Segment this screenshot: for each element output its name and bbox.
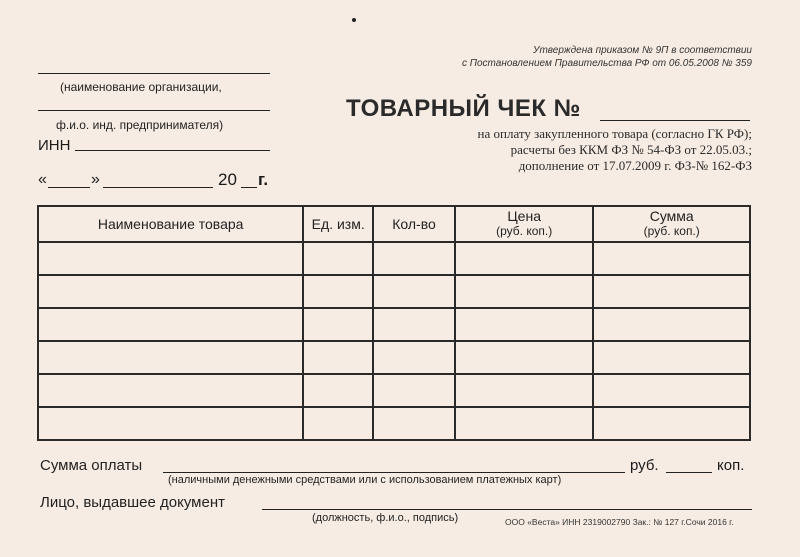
kopeck-field[interactable] (666, 472, 712, 473)
col-header-sum-label: Сумма (649, 208, 694, 224)
date-row (38, 171, 47, 189)
cell-price[interactable] (455, 275, 594, 308)
approval-line-1: Утверждена приказом № 9П в соответствии (533, 45, 752, 56)
col-header-price-label: Цена (507, 208, 541, 224)
rub-label: руб. (630, 457, 659, 474)
receipt-title: ТОВАРНЫЙ ЧЕК № (346, 95, 581, 122)
table-body (38, 242, 750, 440)
payment-amount-field[interactable] (163, 472, 625, 473)
table-row (38, 242, 750, 275)
table-row (38, 407, 750, 440)
cell-name[interactable] (38, 407, 303, 440)
cell-unit[interactable] (303, 374, 373, 407)
organization-caption: (наименование организации, (60, 80, 222, 94)
organization-field[interactable] (38, 73, 270, 74)
table-row (38, 308, 750, 341)
col-header-quantity (373, 206, 455, 242)
table-row (38, 341, 750, 374)
cell-price[interactable] (455, 242, 594, 275)
printed-dot (352, 18, 356, 22)
col-header-quantity-label: Кол-во (392, 215, 436, 232)
issuer-caption: (должность, ф.и.о., подпись) (312, 512, 459, 524)
date-month-field[interactable] (103, 187, 213, 188)
goods-table (37, 205, 751, 441)
cell-sum[interactable] (593, 275, 750, 308)
date-year-prefix: 20 (218, 170, 237, 189)
cell-name[interactable] (38, 374, 303, 407)
col-header-name-label: Наименование товара (97, 215, 244, 232)
cell-sum[interactable] (593, 374, 750, 407)
entrepreneur-caption: ф.и.о. инд. предпринимателя) (56, 118, 224, 132)
col-header-unit-label: Ед. изм. (311, 215, 365, 232)
col-header-unit (303, 206, 373, 242)
col-header-price-unit: (руб. коп.) (496, 224, 553, 238)
cell-unit[interactable] (303, 308, 373, 341)
col-header-sum-unit: (руб. коп.) (643, 224, 700, 238)
cell-name[interactable] (38, 242, 303, 275)
table-row (38, 374, 750, 407)
cell-quantity[interactable] (373, 341, 455, 374)
cell-sum[interactable] (593, 407, 750, 440)
legal-line-1: на оплату закупленного товара (согласно ГК РФ); (477, 126, 752, 141)
cell-price[interactable] (455, 341, 594, 374)
inn-label: ИНН (38, 137, 71, 154)
date-close-quote: » (91, 171, 100, 188)
payment-caption: (наличными денежными средствами или с использованием платежных карт) (168, 474, 562, 486)
inn-field[interactable] (75, 150, 270, 151)
date-year-field[interactable] (241, 187, 257, 188)
cell-sum[interactable] (593, 341, 750, 374)
payment-label: Сумма оплаты (40, 457, 143, 474)
receipt-number-field[interactable] (600, 120, 750, 121)
printer-note: ООО «Веста» ИНН 2319002790 Зак.: № 127 г.Сочи 2016 г. (505, 517, 734, 527)
cell-unit[interactable] (303, 407, 373, 440)
receipt-legal-note (478, 126, 752, 174)
cell-sum[interactable] (593, 242, 750, 275)
entrepreneur-field[interactable] (38, 110, 270, 111)
issuer-label: Лицо, выдавшее документ (40, 494, 225, 511)
cell-price[interactable] (455, 374, 594, 407)
cell-name[interactable] (38, 275, 303, 308)
legal-line-2: расчеты без ККМ ФЗ № 54-ФЗ от 22.05.03.; (510, 142, 752, 157)
approval-note (462, 44, 752, 70)
col-header-price (455, 206, 594, 242)
cell-unit[interactable] (303, 341, 373, 374)
issuer-field[interactable] (262, 509, 752, 510)
cell-name[interactable] (38, 341, 303, 374)
col-header-name (38, 206, 303, 242)
cell-quantity[interactable] (373, 407, 455, 440)
cell-price[interactable] (455, 308, 594, 341)
legal-line-3: дополнение от 17.07.2009 г. ФЗ-№ 162-ФЗ (518, 158, 752, 173)
date-year-suffix: г. (258, 170, 269, 189)
cell-sum[interactable] (593, 308, 750, 341)
cell-name[interactable] (38, 308, 303, 341)
date-day-field[interactable] (48, 187, 90, 188)
col-header-sum (593, 206, 750, 242)
table-row (38, 275, 750, 308)
cell-quantity[interactable] (373, 308, 455, 341)
cell-quantity[interactable] (373, 275, 455, 308)
kop-label: коп. (717, 457, 745, 474)
cell-unit[interactable] (303, 275, 373, 308)
cell-unit[interactable] (303, 242, 373, 275)
table-header-row (38, 206, 750, 242)
cell-quantity[interactable] (373, 374, 455, 407)
approval-line-2: с Постановлением Правительства РФ от 06.05.2008 № 359 (461, 58, 752, 69)
cell-quantity[interactable] (373, 242, 455, 275)
cell-price[interactable] (455, 407, 594, 440)
date-open-quote: « (38, 171, 47, 188)
